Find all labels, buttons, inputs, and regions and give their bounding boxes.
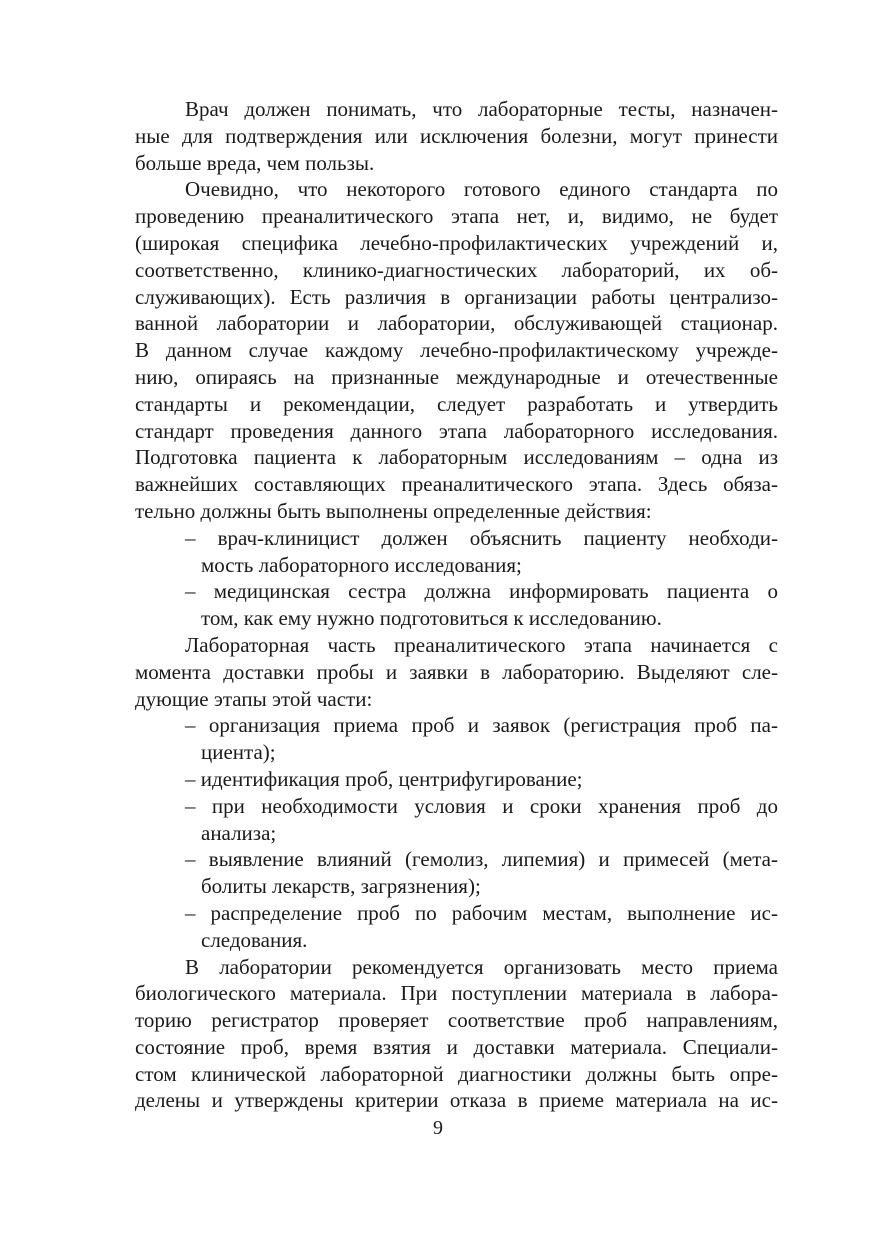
list-item-line: – распределение проб по рабочим местам, выполнение ис- xyxy=(185,900,778,925)
text-line: стандарт проведения данного этапа лабораторного исследования. xyxy=(135,418,778,443)
text-line: стандарты и рекомендации, следует разработать и утвердить xyxy=(135,391,778,416)
text-line: торию регистратор проверяет соответствие проб направлениям, xyxy=(135,1008,778,1033)
list-item-line: – идентификация проб, центрифугирование; xyxy=(185,766,583,791)
text-line: Очевидно, что некоторого готового единого стандарта по xyxy=(185,177,778,202)
text-line: Врач должен понимать, что лабораторные тесты, назначен- xyxy=(185,97,778,121)
text-line: (широкая специфика лечебно-профилактических учреждений и, xyxy=(135,230,778,255)
list-item-line: – медицинская сестра должна информировать пациента о xyxy=(185,579,778,604)
text-line: делены и утверждены критерии отказа в приеме материала на ис- xyxy=(135,1088,778,1113)
text-line: дующие этапы этой части: xyxy=(135,686,373,711)
text-line: состояние проб, время взятия и доставки материала. Специали- xyxy=(135,1034,778,1059)
text-line: Подготовка пациента к лабораторным исследованиям – одна из xyxy=(135,445,778,470)
text-line: соответственно, клинико-диагностических лабораторий, их об- xyxy=(135,257,778,282)
list-item-line: анализа; xyxy=(201,820,277,845)
text-line: больше вреда, чем пользы. xyxy=(135,150,375,175)
list-item-line: – выявление влияний (гемолиз, липемия) и примесей (мета- xyxy=(185,847,778,872)
text-line: проведению преаналитического этапа нет, и, видимо, не будет xyxy=(135,204,778,229)
list-item-line: – при необходимости условия и сроки хранения проб до xyxy=(185,793,778,818)
list-item-line: мость лабораторного исследования; xyxy=(201,552,522,577)
page-body xyxy=(135,96,778,1114)
text-line: момента доставки пробы и заявки в лабораторию. Выделяют сле- xyxy=(135,659,778,684)
text-line: Лабораторная часть преаналитического этапа начинается с xyxy=(185,632,778,657)
list-item-line: циента); xyxy=(201,740,276,765)
list-item-line: – врач-клиницист должен объяснить пациенту необходи- xyxy=(185,525,778,550)
text-line: служивающих). Есть различия в организации работы централизо- xyxy=(135,284,778,309)
text-line: ванной лаборатории и лаборатории, обслуживающей стационар. xyxy=(135,311,778,336)
text-line: В данном случае каждому лечебно-профилактическому учрежде- xyxy=(135,338,778,363)
list-item-line: следования. xyxy=(201,927,308,952)
text-line: биологического материала. При поступлении материала в лабора- xyxy=(135,981,778,1006)
list-item-line: – организация приема проб и заявок (регистрация проб па- xyxy=(185,713,778,738)
text-line: ные для подтверждения или исключения болезни, могут принести xyxy=(135,123,778,148)
page-number: 9 xyxy=(433,1117,443,1139)
text-line: стом клинической лабораторной диагностики должны быть опре- xyxy=(135,1061,778,1086)
text-line: важнейших составляющих преаналитического этапа. Здесь обяза- xyxy=(135,472,778,497)
text-line: В лаборатории рекомендуется организовать место приема xyxy=(185,954,778,979)
text-line: тельно должны быть выполнены определенные действия: xyxy=(135,498,652,523)
list-item-line: том, как ему нужно подготовиться к исследованию. xyxy=(201,606,662,631)
text-line: нию, опираясь на признанные международные и отечественные xyxy=(135,364,778,389)
list-item-line: болиты лекарств, загрязнения); xyxy=(201,874,481,899)
